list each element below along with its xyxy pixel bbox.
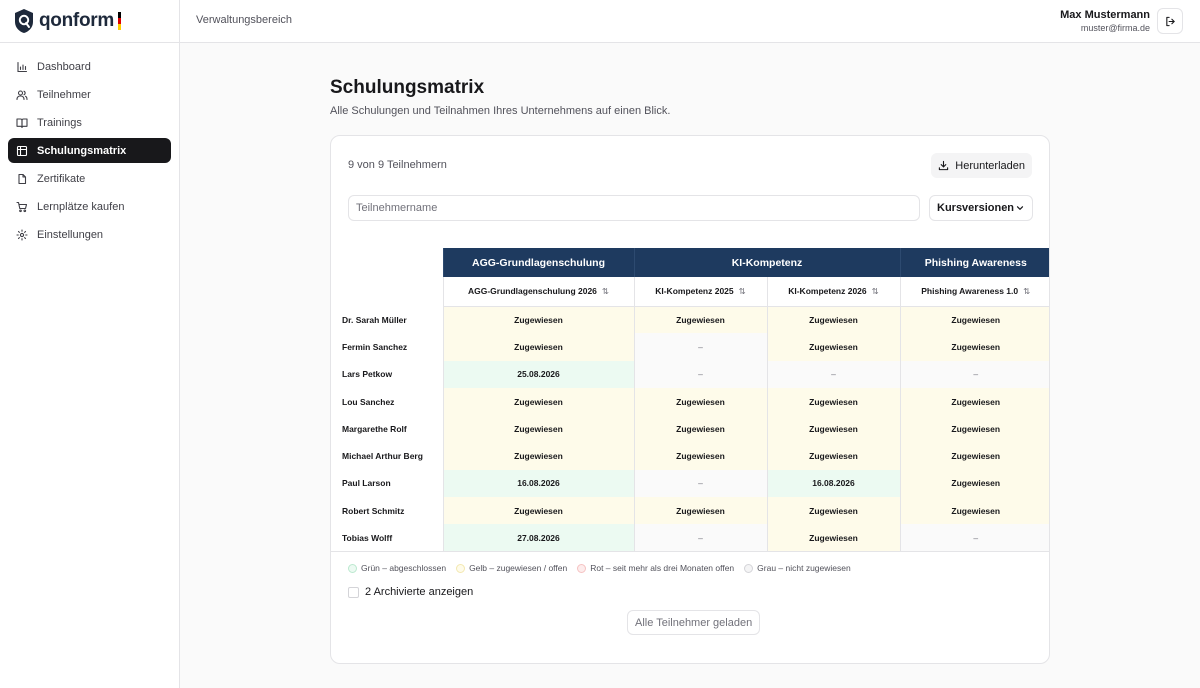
status-cell[interactable]: 27.08.2026 (443, 524, 634, 551)
user-email: muster@firma.de (1080, 23, 1150, 33)
table-row (331, 415, 1050, 442)
status-cell[interactable]: Zugewiesen (767, 524, 900, 551)
user-name: Max Mustermann (1060, 9, 1150, 21)
download-label: Herunterladen (955, 159, 1025, 172)
sidebar-item-einstellungen[interactable] (8, 222, 171, 247)
sort-arrows-icon: ⇅ (601, 285, 610, 296)
sidebar-item-trainings[interactable] (8, 110, 171, 135)
sidebar-item-teilnehmer[interactable] (8, 82, 171, 107)
all-loaded-button: Alle Teilnehmer geladen (627, 610, 760, 635)
status-cell[interactable]: – (634, 333, 767, 360)
table-row (331, 306, 1050, 333)
sidebar-nav (8, 54, 171, 250)
status-legend (348, 563, 861, 573)
brand-name: qonform (39, 10, 114, 31)
legend-item (577, 563, 734, 573)
matrix-card (330, 135, 1050, 664)
course-group-header: KI-Kompetenz (634, 248, 900, 277)
sidebar (0, 0, 180, 688)
course-version-sort-header[interactable] (634, 277, 767, 306)
book-icon (16, 117, 28, 129)
legend-dot-icon (348, 564, 357, 573)
breadcrumb: Verwaltungsbereich (196, 14, 293, 26)
course-version-sort-header[interactable] (767, 277, 900, 306)
table-row (331, 333, 1050, 360)
status-cell[interactable]: Zugewiesen (634, 388, 767, 415)
legend-label: Grün – abgeschlossen (361, 563, 447, 573)
show-archived-checkbox[interactable] (348, 587, 359, 598)
sort-arrows-icon: ⇅ (738, 285, 746, 296)
status-cell[interactable]: 25.08.2026 (443, 361, 634, 388)
status-cell[interactable]: Zugewiesen (443, 388, 634, 415)
legend-dot-icon (744, 564, 753, 573)
file-icon (16, 173, 28, 185)
users-icon (16, 89, 28, 101)
page-subtitle: Alle Schulungen und Teilnahmen Ihres Unternehmens auf einen Blick. (330, 105, 671, 117)
sidebar-item-lernplätze-kaufen[interactable] (8, 194, 171, 219)
status-cell[interactable]: Zugewiesen (443, 333, 634, 360)
course-version-sort-header[interactable] (900, 277, 1050, 306)
status-cell[interactable]: Zugewiesen (767, 415, 900, 442)
course-version-label: Phishing Awareness 1.0 (921, 285, 1019, 296)
sidebar-item-schulungsmatrix[interactable] (8, 138, 171, 163)
participant-search-input[interactable] (348, 195, 920, 221)
status-cell[interactable]: Zugewiesen (900, 442, 1050, 469)
legend-item (744, 563, 851, 573)
sidebar-item-label: Teilnehmer (37, 88, 91, 101)
sidebar-item-dashboard[interactable] (8, 54, 171, 79)
status-cell[interactable]: Zugewiesen (767, 333, 900, 360)
participant-name: Fermin Sanchez (331, 333, 443, 360)
status-cell[interactable]: – (767, 361, 900, 388)
course-versions-label: Kursversionen (937, 202, 1015, 214)
table-row (331, 442, 1050, 469)
participant-name: Margarethe Rolf (331, 415, 443, 442)
cart-icon (16, 201, 28, 213)
status-cell[interactable]: Zugewiesen (634, 306, 767, 333)
download-button[interactable] (931, 153, 1032, 178)
sidebar-divider (0, 42, 180, 43)
sidebar-item-label: Einstellungen (37, 228, 104, 241)
bar-chart-icon (16, 61, 28, 73)
german-flag-icon (118, 12, 121, 30)
header-spacer (331, 277, 443, 306)
course-version-sort-header[interactable] (443, 277, 634, 306)
sidebar-item-label: Dashboard (37, 60, 91, 73)
logout-button[interactable] (1157, 8, 1183, 34)
participant-name: Lars Petkow (331, 361, 443, 388)
status-cell[interactable]: Zugewiesen (634, 497, 767, 524)
sort-arrows-icon: ⇅ (871, 285, 879, 296)
sidebar-item-label: Zertifikate (37, 172, 86, 185)
participant-name: Michael Arthur Berg (331, 442, 443, 469)
status-cell[interactable]: Zugewiesen (443, 497, 634, 524)
status-cell[interactable]: Zugewiesen (767, 442, 900, 469)
status-cell[interactable]: Zugewiesen (900, 333, 1050, 360)
status-cell[interactable]: Zugewiesen (443, 442, 634, 469)
header-spacer (331, 248, 443, 277)
qonform-logo-icon (13, 8, 35, 34)
sidebar-item-label: Schulungsmatrix (37, 144, 127, 157)
status-cell[interactable]: – (900, 524, 1050, 551)
status-cell[interactable]: 16.08.2026 (767, 470, 900, 497)
legend-dot-icon (577, 564, 586, 573)
status-cell[interactable]: – (634, 470, 767, 497)
legend-dot-icon (456, 564, 465, 573)
participant-name: Robert Schmitz (331, 497, 443, 524)
table-row (331, 361, 1050, 388)
show-archived-toggle[interactable] (348, 586, 473, 598)
matrix-body (331, 306, 1050, 552)
table-row (331, 497, 1050, 524)
status-cell[interactable]: Zugewiesen (900, 497, 1050, 524)
table-icon (16, 145, 28, 157)
status-cell[interactable]: Zugewiesen (900, 388, 1050, 415)
course-version-header-row (331, 277, 1050, 306)
participant-name: Lou Sanchez (331, 388, 443, 415)
status-cell[interactable]: 16.08.2026 (443, 470, 634, 497)
chevron-down-icon (1015, 203, 1025, 213)
course-version-label: KI-Kompetenz 2025 (655, 285, 734, 296)
sidebar-item-zertifikate[interactable] (8, 166, 171, 191)
page-title: Schulungsmatrix (330, 77, 485, 98)
legend-label: Gelb – zugewiesen / offen (469, 563, 568, 573)
status-cell[interactable]: Zugewiesen (634, 415, 767, 442)
participant-count: 9 von 9 Teilnehmern (348, 159, 447, 171)
course-group-header: Phishing Awareness (900, 248, 1050, 277)
participant-name: Tobias Wolff (331, 524, 443, 551)
sidebar-item-label: Trainings (37, 116, 82, 129)
status-cell[interactable]: Zugewiesen (443, 306, 634, 333)
legend-item (456, 563, 567, 573)
status-cell[interactable]: – (634, 524, 767, 551)
brand-logo[interactable] (13, 8, 121, 34)
course-version-label: KI-Kompetenz 2026 (788, 285, 867, 296)
table-row (331, 470, 1050, 497)
table-row (331, 524, 1050, 551)
course-group-header: AGG-Grundlagenschulung (443, 248, 634, 277)
course-group-header-row (331, 248, 1050, 277)
table-row (331, 388, 1050, 415)
sidebar-item-label: Lernplätze kaufen (37, 200, 125, 213)
status-cell[interactable]: Zugewiesen (634, 442, 767, 469)
gear-icon (16, 229, 28, 241)
status-cell[interactable]: Zugewiesen (443, 415, 634, 442)
legend-label: Rot – seit mehr als drei Monaten offen (590, 563, 735, 573)
participant-name: Dr. Sarah Müller (331, 306, 443, 333)
course-versions-select[interactable] (929, 195, 1033, 221)
matrix-bottom-border (331, 551, 1050, 552)
status-cell[interactable]: Zugewiesen (900, 415, 1050, 442)
download-icon (938, 160, 949, 171)
logout-icon (1165, 16, 1176, 27)
status-cell[interactable]: Zugewiesen (767, 388, 900, 415)
course-version-label: AGG-Grundlagenschulung 2026 (467, 285, 597, 296)
status-cell[interactable]: – (900, 361, 1050, 388)
status-cell[interactable]: Zugewiesen (767, 497, 900, 524)
status-cell[interactable]: – (634, 361, 767, 388)
top-header (180, 0, 1200, 43)
sort-arrows-icon: ⇅ (1023, 285, 1031, 296)
legend-item (348, 563, 446, 573)
status-cell[interactable]: Zugewiesen (900, 470, 1050, 497)
training-matrix-table (331, 248, 1050, 552)
participant-name: Paul Larson (331, 470, 443, 497)
status-cell[interactable]: Zugewiesen (900, 306, 1050, 333)
legend-label: Grau – nicht zugewiesen (757, 563, 851, 573)
show-archived-label: 2 Archivierte anzeigen (365, 586, 474, 598)
status-cell[interactable]: Zugewiesen (767, 306, 900, 333)
